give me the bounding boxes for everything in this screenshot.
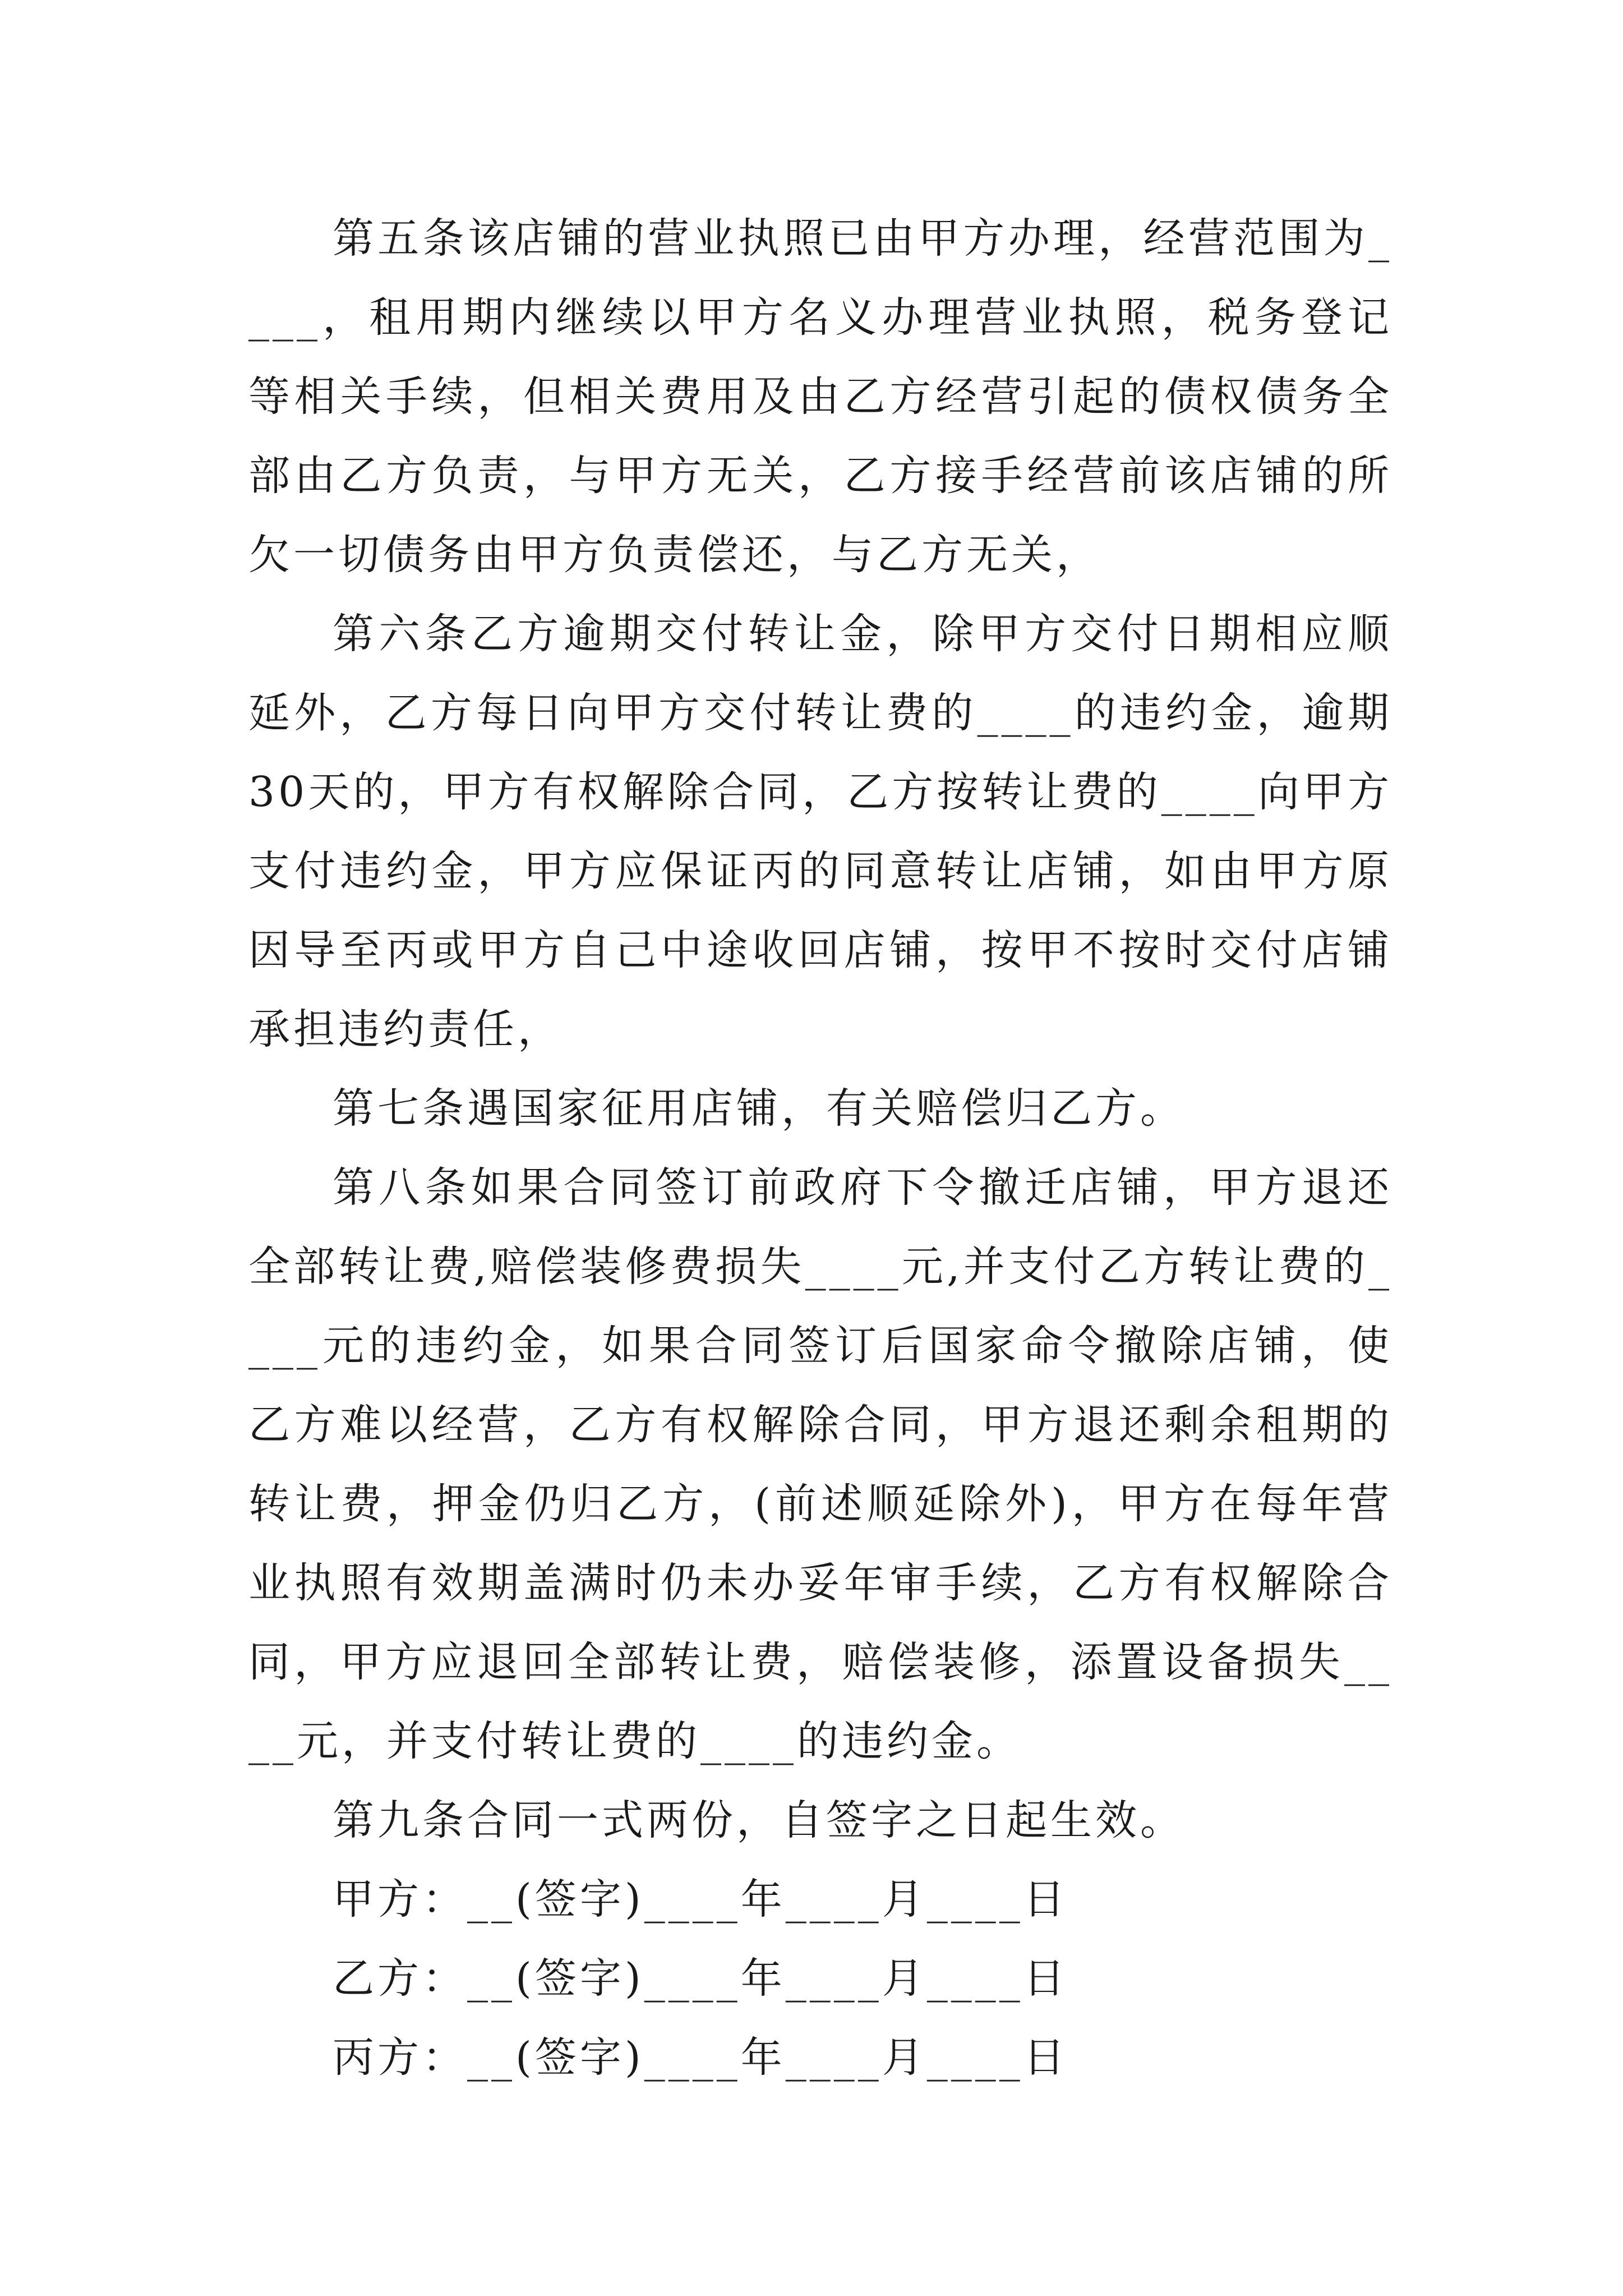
article-8: 第八条如果合同签订前政府下令撤迁店铺，甲方退还全部转让费,赔偿装修费损失____元,并支付乙方转让费的____元的违约金，如果合同签订后国家命令撤除店铺，使乙方难以经营，乙方有权解除合同，甲方退还剩余租期的转让费，押金仍归乙方，(前述顺延除外)，甲方在每年营业执照有效期盖满时仍未办妥年审手续，乙方有权解除合同，甲方应退回全部转让费，赔偿装修，添置设备损失____元，并支付转让费的____的违约金。	[248, 1163, 1393, 1765]
article-7: 第七条遇国家征用店铺，有关赔偿归乙方。	[333, 1084, 1185, 1133]
signature-party-a: 甲方：__(签字)____年____月____日	[333, 1875, 1068, 1924]
signature-party-c: 丙方：__(签字)____年____月____日	[333, 2033, 1068, 2082]
article-6: 第六条乙方逾期交付转让金，除甲方交付日期相应顺延外，乙方每日向甲方交付转让费的____的违约金，逾期30天的，甲方有权解除合同，乙方按转让费的____向甲方支付违约金，甲方应保证丙的同意转让店铺，如由甲方原因导至丙或甲方自己中途收回店铺，按甲不按时交付店铺承担违约责任，	[248, 610, 1393, 1053]
signature-party-b: 乙方：__(签字)____年____月____日	[333, 1954, 1068, 2003]
article-5: 第五条该店铺的营业执照已由甲方办理，经营范围为____，租用期内继续以甲方名义办理营业执照，税务登记等相关手续，但相关费用及由乙方经营引起的债权债务全部由乙方负责，与甲方无关，乙方接手经营前该店铺的所欠一切债务由甲方负责偿还，与乙方无关，	[248, 214, 1393, 579]
article-9: 第九条合同一式两份，自签字之日起生效。	[333, 1796, 1185, 1844]
document-body	[248, 199, 1393, 2097]
